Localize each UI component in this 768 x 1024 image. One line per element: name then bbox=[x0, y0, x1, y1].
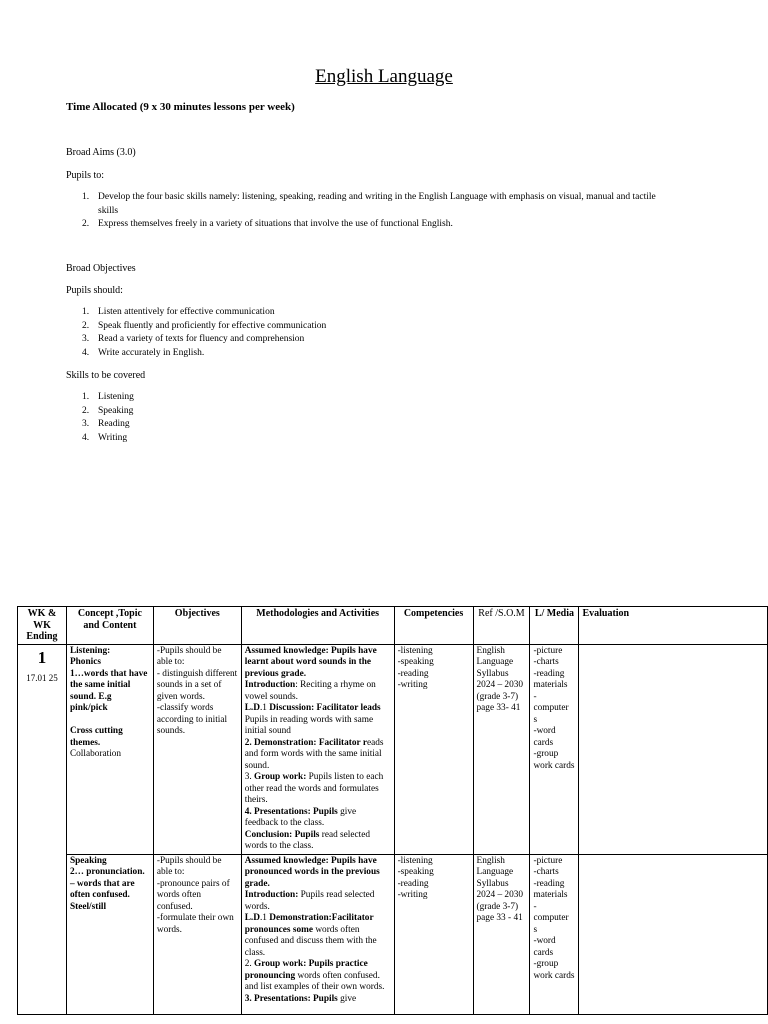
document-title: English Language bbox=[315, 66, 453, 87]
competencies-cell: -listening -speaking -reading -writing bbox=[394, 644, 473, 854]
header-methods: Methodologies and Activities bbox=[241, 607, 394, 645]
ref-cell: English Language Syllabus 2024 – 2030 (grade 3-7) page 33 - 41 bbox=[473, 854, 530, 1014]
header-competencies: Competencies bbox=[394, 607, 473, 645]
objectives-cell: -Pupils should be able to: - distinguish different sounds in a set of given words. -classify words according to initial sounds. bbox=[153, 644, 241, 854]
list-item: 2. Speak fluently and proficiently for effective communication bbox=[82, 320, 327, 331]
list-item: 3. Read a variety of texts for fluency and comprehension bbox=[82, 334, 305, 344]
methods-cell: Assumed knowledge: Pupils have learnt about word sounds in the previous grade. Introduction: Reciting a rhyme on vowel sounds. L.D.1 Discussion: Facilitator leads Pupils in reading words with same initial sound 2. Demonstration: Facilitator reads and form words with the same initial sound. 3. Group work: Pupils listen to each other read the words and formulates theirs. 4. Presentations: Pupils give feedback to the class. Conclusion: Pupils read selected words to the class. bbox=[241, 644, 394, 854]
header-media: L/ Media bbox=[530, 607, 579, 645]
time-allocated: Time Allocated (9 x 30 minutes lessons per week) bbox=[66, 101, 295, 113]
header-ref: Ref /S.O.M bbox=[473, 607, 530, 645]
methods-cell: Assumed knowledge: Pupils have pronounced words in the previous grade. Introduction: Pupils read selected words. L.D.1 Demonstration:Facilitator pronounces some words often confused and discuss them with the class. 2. Group work: Pupils practice pronouncing words often confused. and list examples of their own words. 3. Presentations: Pupils give bbox=[241, 854, 394, 1014]
header-objectives: Objectives bbox=[153, 607, 241, 645]
week-cell bbox=[18, 644, 67, 1014]
concept-cell: Listening: Phonics 1…words that have the same initial sound. E.g pink/pick Cross cutting themes. Collaboration bbox=[66, 644, 153, 854]
competencies-cell: -listening -speaking -reading -writing bbox=[394, 854, 473, 1014]
objectives-cell: -Pupils should be able to: -pronounce pairs of words often confused. -formulate their own words. bbox=[153, 854, 241, 1014]
list-item: 3. Reading bbox=[82, 419, 130, 429]
list-item: 2. Express themselves freely in a variety of situations that involve the use of functional English. bbox=[82, 219, 453, 229]
list-item: 4. Writing bbox=[82, 432, 128, 443]
evaluation-cell bbox=[579, 644, 768, 854]
table-row bbox=[18, 644, 768, 854]
skills-heading: Skills to be covered bbox=[66, 370, 146, 381]
evaluation-cell bbox=[579, 854, 768, 1014]
week-number: 1 bbox=[37, 647, 47, 667]
header-concept: Concept ,Topic and Content bbox=[66, 607, 153, 645]
broad-aims-heading: Broad Aims (3.0) bbox=[66, 147, 136, 158]
broad-objectives-heading: Broad Objectives bbox=[66, 263, 136, 274]
media-cell: -picture -charts -reading materials - computer s -word cards -group work cards bbox=[530, 854, 579, 1014]
list-item: 1. Listen attentively for effective communication bbox=[82, 307, 275, 317]
media-cell: -picture -charts -reading materials - computer s -word cards -group work cards bbox=[530, 644, 579, 854]
table-header-row bbox=[18, 607, 768, 645]
header-wk: WK & WK Ending bbox=[18, 607, 67, 645]
aims-list bbox=[66, 191, 706, 232]
list-item: 1. Listening bbox=[82, 392, 134, 402]
table-row bbox=[18, 854, 768, 1014]
skills-list bbox=[66, 391, 134, 445]
week-ending: 17.01 25 bbox=[26, 673, 58, 683]
header-evaluation: Evaluation bbox=[579, 607, 768, 645]
pupils-to-label: Pupils to: bbox=[66, 170, 105, 181]
objectives-list bbox=[66, 306, 326, 360]
pupils-should-label: Pupils should: bbox=[66, 285, 123, 296]
concept-cell: Speaking 2… pronunciation. – words that are often confused. Steel/still bbox=[66, 854, 153, 1014]
list-item: skills bbox=[98, 205, 119, 216]
list-item: 2. Speaking bbox=[82, 405, 134, 416]
list-item: 1. Develop the four basic skills namely: listening, speaking, reading and writing in the English Language with emphasis on visual, manual and tactile bbox=[82, 192, 656, 202]
ref-cell: English Language Syllabus 2024 – 2030 (grade 3-7) page 33- 41 bbox=[473, 644, 530, 854]
list-item: 4. Write accurately in English. bbox=[82, 347, 205, 358]
scheme-of-work-table bbox=[17, 606, 768, 1015]
